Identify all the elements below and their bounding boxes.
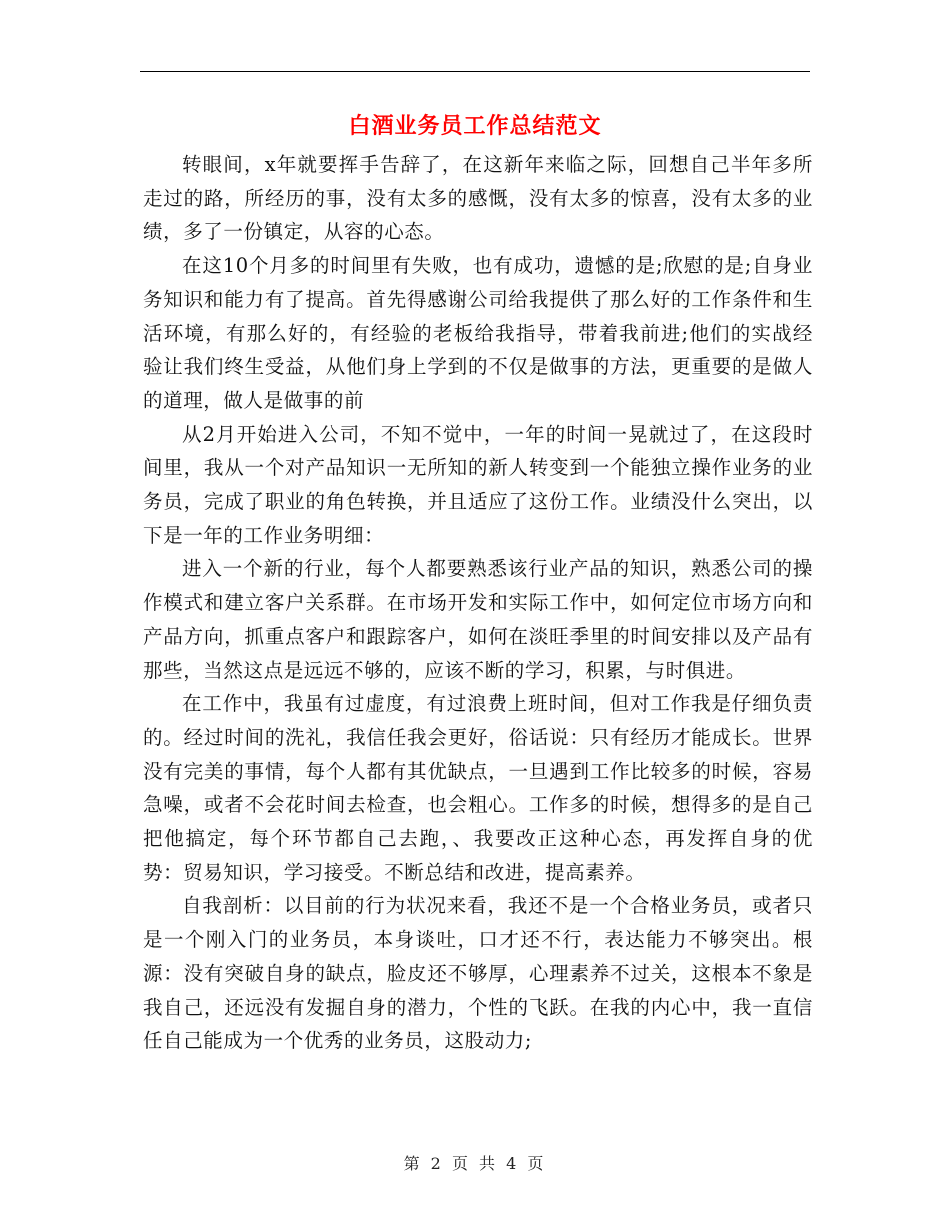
header-rule	[140, 71, 810, 72]
paragraph-1: 转眼间，x年就要挥手告辞了，在这新年来临之际，回想自己半年多所走过的路，所经历的事，没有太多的感慨，没有太多的惊喜，没有太多的业绩，多了一份镇定，从容的心态。	[143, 153, 813, 244]
paragraph-2: 在这10个月多的时间里有失败，也有成功，遗憾的是;欣慰的是;自身业务知识和能力有了提高。首先得感谢公司给我提供了那么好的工作条件和生活环境，有那么好的，有经验的老板给我指导，带着我前进;他们的实战经验让我们终生受益，从他们身上学到的不仅是做事的方法，更重要的是做人的道理，做人是做事的前	[143, 254, 813, 412]
paragraph-5: 在工作中，我虽有过虚度，有过浪费上班时间，但对工作我是仔细负责的。经过时间的洗礼，我信任我会更好，俗话说：只有经历才能成长。世界没有完美的事情，每个人都有其优缺点，一旦遇到工作比较多的时候，容易急噪，或者不会花时间去检查，也会粗心。工作多的时候，想得多的是自己把他搞定，每个环节都自己去跑，、我要改正这种心态，再发挥自身的优势：贸易知识，学习接受。不断总结和改进，提高素养。	[143, 692, 813, 884]
page-number-footer: 第 2 页 共 4 页	[403, 1154, 547, 1173]
document-body	[143, 148, 813, 1058]
paragraph-4: 进入一个新的行业，每个人都要熟悉该行业产品的知识，熟悉公司的操作模式和建立客户关系群。在市场开发和实际工作中，如何定位市场方向和产品方向，抓重点客户和跟踪客户，如何在淡旺季里的时间安排以及产品有那些，当然这点是远远不够的，应该不断的学习，积累，与时俱进。	[143, 557, 813, 682]
paragraph-3: 从2月开始进入公司，不知不觉中，一年的时间一晃就过了，在这段时间里，我从一个对产品知识一无所知的新人转变到一个能独立操作业务的业务员，完成了职业的角色转换，并且适应了这份工作。业绩没什么突出，以下是一年的工作业务明细：	[143, 422, 813, 547]
document-title: 白酒业务员工作总结范文	[348, 113, 602, 139]
paragraph-6: 自我剖析：以目前的行为状况来看，我还不是一个合格业务员，或者只是一个刚入门的业务员，本身谈吐，口才还不行，表达能力不够突出。根源：没有突破自身的缺点，脸皮还不够厚，心理素养不过关，这根本不象是我自己，还远没有发掘自身的潜力，个性的飞跃。在我的内心中，我一直信任自己能成为一个优秀的业务员，这股动力;	[143, 894, 813, 1053]
